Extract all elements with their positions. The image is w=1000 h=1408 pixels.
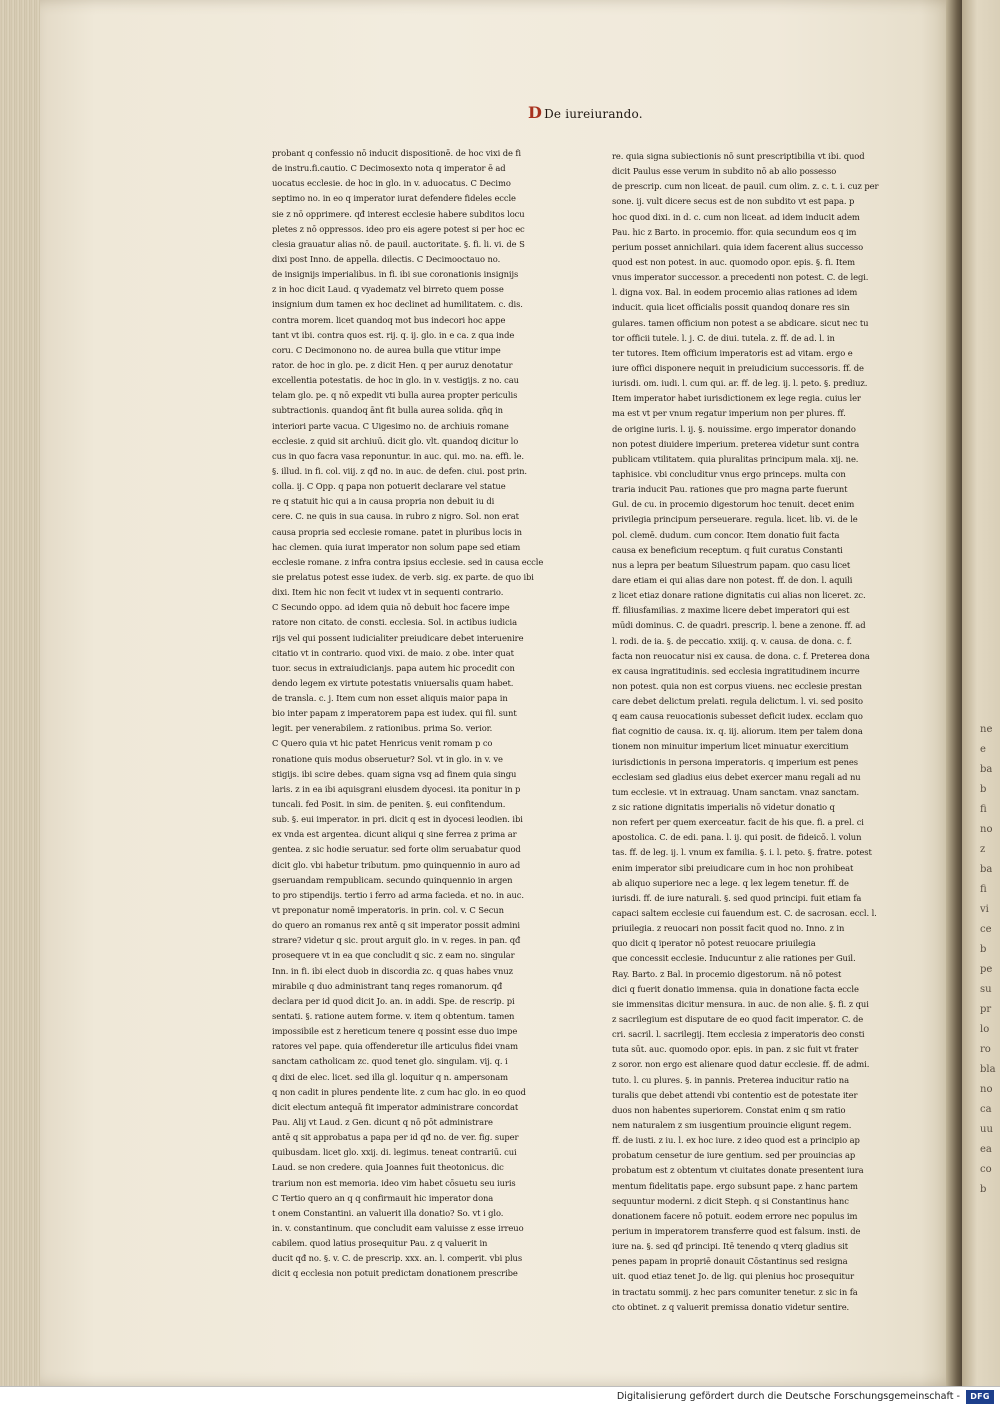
text-line: dicit Paulus esse verum in subdito nō ab alio possesso — [612, 166, 837, 177]
text-line: sub. §. eui imperator. in pri. dicit q est in dyocesi leodien. ibi — [272, 814, 523, 825]
text-line: que concessit ecclesie. Inducuntur z alie rationes per Guil. — [612, 953, 856, 964]
text-line: hac clemen. quia iurat imperator non solum pape sed etiam — [272, 541, 521, 552]
text-line: sequuntur moderni. z dicit Steph. q si Constantinus hanc — [612, 1195, 849, 1206]
facing-page-fragment: ce — [980, 924, 992, 935]
text-line: tuor. secus in extraiudicianjs. papa autem hic procedit con — [272, 662, 515, 673]
text-line: quo dicit q iperator nō potest reuocare priuilegia — [612, 938, 816, 949]
text-line: tant vt ibi. contra quos est. rij. q. ij. glo. in e ca. z qua inde — [272, 329, 515, 340]
facing-page-fragment: uu — [980, 1124, 993, 1135]
text-line: iurisdi. om. iudi. l. cum qui. ar. ff. de leg. ij. l. peto. §. prediuz. — [612, 378, 868, 389]
text-line: z sic ratione dignitatis imperialis nō videtur donatio q — [612, 802, 835, 813]
text-line: publicam vtilitatem. quia pluralitas principum mala. xij. ne. — [612, 453, 859, 464]
text-line: colla. ij. C Opp. q papa non potuerit declarare vel statue — [272, 481, 506, 492]
text-line: cere. C. ne quis in sua causa. in rubro z nigro. Sol. non erat — [272, 511, 519, 522]
facing-page-fragment: pe — [980, 964, 993, 975]
text-line: care debet delictum prelati. regula delictum. l. vi. sed posito — [612, 696, 863, 707]
text-line: C Tertio quero an q q confirmauit hic imperator dona — [272, 1192, 494, 1203]
text-line: rator. de hoc in glo. pe. z dicit Hen. q per auruz denotatur — [272, 359, 513, 370]
text-line: capaci saltem ecclesie cui fauendum est. C. de sacrosan. eccl. l. — [612, 908, 877, 919]
text-line: gseruandam rempublicam. secundo quinquennio in argen — [272, 874, 513, 885]
text-line: dare etiam ei qui alias dare non potest. ff. de don. l. aquili — [612, 574, 853, 585]
text-line: ff. filiusfamilias. z maxime licere debet imperatori qui est — [612, 605, 850, 616]
text-line: cus in quo facra vasa reponuntur. in auc. qui. mo. na. effi. le. — [272, 450, 524, 461]
text-line: ratore non citato. de consti. ecclesia. Sol. in actibus iudicia — [272, 617, 518, 628]
facing-page-fragment: fi — [980, 804, 987, 815]
text-line: tuto. l. cu plures. §. in pannis. Preterea inducitur ratio na — [612, 1074, 849, 1085]
text-line: ratores vel pape. quia offenderetur ille articulus fidei vnam — [272, 1041, 518, 1052]
text-line: z soror. non ergo est alienare quod datur ecclesie. ff. de admi. — [612, 1059, 870, 1070]
text-line: declara per id quod dicit Jo. an. in addi. Spe. de rescrip. pi — [272, 995, 515, 1006]
text-line: ecclesie romane. z infra contra ipsius ecclesie. sed in causa eccle — [272, 556, 544, 567]
text-line: gentea. z sic hodie seruatur. sed forte olim seruabatur quod — [272, 844, 521, 855]
text-line: Ray. Barto. z Bal. in procemio digestorum. nā nō potest — [612, 968, 842, 979]
text-line: §. illud. in fi. col. viij. z qđ no. in auc. de defen. ciui. post prin. — [272, 465, 527, 476]
text-line: de prescrip. cum non liceat. de pauil. cum olim. z. c. t. i. cuz per — [612, 181, 879, 192]
text-line: tor officii tutele. l. j. C. de diui. tutela. z. ff. de ad. l. in — [612, 332, 835, 343]
facing-page-fragment: no — [980, 824, 993, 835]
running-header — [528, 103, 643, 122]
text-line: taphisice. vbi concluditur vnus ergo princeps. multa con — [612, 468, 846, 479]
text-line: causa ex beneficium receptum. q fuit curatus Constanti — [612, 544, 843, 555]
text-line: tas. ff. de leg. ij. l. vnum ex familia. §. i. l. peto. §. fratre. potest — [612, 847, 872, 858]
facing-page-fragment: b — [980, 944, 987, 955]
text-line: apostolica. C. de edi. pana. l. ij. qui posit. de fideicō. l. volun — [612, 832, 862, 843]
text-line: antē q sit approbatus a papa per id qđ no. de ver. fig. super — [272, 1132, 519, 1143]
left-text-column — [272, 146, 548, 1282]
facing-page-fragment: ne — [980, 724, 993, 735]
facing-page-fragment: pr — [980, 1004, 992, 1015]
text-line: probant q confessio nō inducit dispositionē. de hoc vixi de fi — [272, 148, 521, 158]
text-line: fiat cognitio de causa. ix. q. iij. aliorum. item per talem dona — [612, 726, 863, 737]
text-line: t onem Constantini. an valuerit illa donatio? So. vt i glo. — [272, 1207, 504, 1218]
text-line: tuncali. fed Posit. in sim. de peniten. §. eui confitendum. — [272, 799, 506, 810]
text-line: quod est non potest. in auc. quomodo opor. epis. §. fi. Item — [612, 256, 855, 267]
text-line: in tractatu sommij. z hec pars comuniter tenetur. z sic in fa — [612, 1286, 858, 1297]
text-line: sentati. §. ratione autem forme. v. item q obtentum. tamen — [272, 1011, 515, 1022]
text-line: iurisdi. ff. de iure naturali. §. sed quod principi. fuit etiam fa — [612, 892, 862, 903]
text-line: ecclesie. z quid sit archiuū. dicit glo. vlt. quandoq dicitur lo — [272, 435, 519, 446]
text-line: C Quero quia vt hic patet Henricus venit romam p co — [272, 738, 493, 749]
text-line: dendo legem ex virtute potestatis vniuersalis quam habet. — [272, 677, 514, 688]
text-line: cabilem. quod latius prosequitur Pau. z q valuerit in — [272, 1238, 488, 1249]
text-line: causa propria sed ecclesie romane. patet in pluribus locis in — [272, 526, 522, 537]
facing-page-fragment: ca — [980, 1104, 992, 1115]
facing-page-fragments — [980, 720, 1000, 1200]
text-line: ter tutores. Item officium imperatoris est ad vitam. ergo e — [612, 347, 853, 358]
text-line: in. v. constantinum. que concludit eam valuisse z esse irreuo — [272, 1222, 524, 1233]
facing-page-fragment: lo — [980, 1024, 990, 1035]
text-line: pol. clemē. dudum. cum concor. Item donatio fuit facta — [612, 529, 840, 540]
text-line: telam glo. pe. q nō expedit vti bulla aurea propter periculis — [272, 390, 518, 401]
text-line: Laud. se non credere. quia Joannes fuit theotonicus. dic — [272, 1162, 504, 1173]
text-line: prosequere vt in ea que concludit q sic. z eam no. singular — [272, 950, 515, 961]
header-title: De iureiurando. — [544, 107, 643, 121]
text-line: z licet etiaz donare ratione dignitatis cui alias non liceret. zc. — [612, 590, 866, 601]
text-line: de insignijs imperialibus. in fi. ibi sue coronationis insignijs — [272, 269, 519, 280]
text-line: insignium dum tamen ex hoc declinet ad humilitatem. c. dis. — [272, 299, 523, 310]
text-line: non potest diuidere imperium. preterea videtur sunt contra — [612, 438, 860, 449]
facing-page-fragment: ro — [980, 1044, 991, 1055]
text-line: dici q fuerit donatio immensa. quia in donatione facta eccle — [612, 983, 859, 994]
text-line: vt preponatur nomē imperatoris. in prin. col. v. C Secun — [272, 905, 504, 916]
text-line: clesia grauatur alias nō. de pauil. auctoritate. §. fi. li. vi. de S — [272, 238, 525, 249]
text-line: citatio vt in contrario. quod vixi. de maio. z obe. inter quat — [272, 647, 514, 658]
text-line: ecclesiam sed gladius eius debet exercer manu regali ad nu — [612, 771, 861, 782]
text-line: trarium non est memoria. ideo vim habet cōsuetu seu iuris — [272, 1177, 516, 1188]
text-line: iurisdictionis in persona imperatoris. q imperium est penes — [612, 756, 858, 767]
text-line: turalis que debet attendi vbi contentio est de potestate iter — [612, 1089, 858, 1100]
text-line: bio inter papam z imperatorem papa est iudex. qui fil. sunt — [272, 708, 517, 719]
text-line: iure offici disponere nequit in preiudicium successoris. ff. de — [612, 362, 864, 373]
facing-page-fragment: b — [980, 1184, 987, 1195]
text-line: tuta sūt. auc. quomodo opor. epis. in pan. z sic fuit vt frater — [612, 1044, 859, 1055]
facing-page-fragment: no — [980, 1084, 993, 1095]
text-line: nus a lepra per beatum Siluestrum papam. quo casu licet — [612, 559, 851, 570]
text-line: iure na. §. sed qđ principi. Itē tenendo q vterq gladius sit — [612, 1241, 849, 1252]
text-line: non refert per quem exerceatur. facit de his que. fi. a prel. ci — [612, 817, 864, 828]
text-line: ex causa ingratitudinis. sed ecclesia ingratitudinem incurre — [612, 665, 860, 676]
text-line: sanctam catholicam zc. quod tenet glo. singulam. vij. q. i — [272, 1056, 508, 1067]
text-line: contra morem. licet quandoq mot bus indecori hoc appe — [272, 314, 506, 325]
text-line: uit. quod etiaz tenet Jo. de lig. qui plenius hoc prosequitur — [612, 1271, 855, 1282]
facing-page-fragment: bla — [980, 1064, 996, 1075]
text-line: legit. per venerabilem. z rationibus. prima So. verior. — [272, 723, 493, 734]
text-line: excellentia potestatis. de hoc in glo. in v. vestigijs. z no. cau — [272, 375, 519, 386]
facing-page-fragment: ba — [980, 864, 993, 875]
funding-notice: Digitalisierung gefördert durch die Deutsche Forschungsgemeinschaft - — [616, 1391, 960, 1402]
text-line: C Secundo oppo. ad idem quia nō debuit hoc facere impe — [272, 602, 510, 613]
text-line: q eam causa reuocationis subesset deficit iudex. ecclam quo — [612, 711, 863, 722]
text-line: q dixi de elec. licet. sed illa gl. loquitur q n. ampersonam — [272, 1071, 508, 1082]
text-line: dicit electum antequā fit imperator administrare concordat — [272, 1101, 519, 1112]
text-line: interiori parte vacua. C Uigesimo no. de archiuis romane — [272, 420, 509, 431]
text-line: tionem non minuitur imperium licet minuatur exercitium — [612, 741, 849, 752]
text-line: cri. sacril. l. sacrilegij. Item ecclesia z imperatoris deo consti — [612, 1029, 865, 1040]
facing-page-fragment: e — [980, 744, 986, 755]
text-line: perium in imperatorem transferre quod est falsum. insti. de — [612, 1225, 861, 1236]
text-line: impossibile est z hereticum tenere q possint esse duo impe — [272, 1026, 518, 1037]
facing-page-fragment: ba — [980, 764, 993, 775]
dfg-logo: DFG — [966, 1390, 994, 1404]
facing-page-fragment: su — [980, 984, 992, 995]
text-line: dixi. Item hic non fecit vt iudex vt in sequenti contrario. — [272, 587, 504, 598]
text-line: sie z nō opprimere. qđ interest ecclesie habere subditos locu — [272, 208, 525, 219]
text-line: gulares. tamen officium non potest a se abdicare. sicut nec tu — [612, 317, 869, 328]
text-line: priuilegia. z reuocari non possit facit quod no. Inno. z in — [612, 923, 845, 934]
text-line: inducit. quia licet officialis possit quandoq donare res sin — [612, 302, 850, 313]
text-line: facta non reuocatur nisi ex causa. de dona. c. f. Preterea dona — [612, 650, 870, 661]
text-line: ff. de iusti. z iu. l. ex hoc iure. z ideo quod est a principio ap — [612, 1135, 860, 1146]
text-line: quibusdam. licet glo. xxij. di. legimus. teneat contrariū. cui — [272, 1147, 517, 1158]
text-line: nem naturalem z sm iusgentium prouincie eligunt regem. — [612, 1120, 852, 1130]
text-line: mūdi dominus. C. de quadri. prescrip. l. bene a zenone. ff. ad — [612, 620, 866, 631]
text-line: sie prelatus potest esse iudex. de verb. sig. ex parte. de quo ibi — [272, 571, 534, 582]
text-line: to pro stipendijs. tertio i ferro ad arma facieda. et no. in auc. — [272, 889, 524, 900]
text-line: z in hoc dicit Laud. q vyadematz vel birreto quem posse — [272, 284, 504, 295]
text-line: non potest. quia non est corpus viuens. nec ecclesie prestan — [612, 680, 862, 691]
text-line: Pau. hic z Barto. in procemio. ffor. quia secundum eos q im — [612, 226, 857, 237]
text-line: traria inducit Pau. rationes que pro magna parte fuerunt — [612, 484, 848, 495]
text-line: Pau. Alij vt Laud. z Gen. dicunt q nō pōt administrare — [272, 1117, 493, 1127]
text-line: laris. z in ea ibi aquisgrani eiusdem dyocesi. ita ponitur in p — [272, 783, 521, 794]
text-line: dixi post Inno. de appella. dilectis. C Decimooctauo no. — [272, 253, 501, 264]
text-line: hoc quod dixi. in d. c. cum non liceat. ad idem inducit adem — [612, 211, 860, 222]
text-line: subtractionis. quandoq ānt fit bulla aurea solida. qñq in — [272, 405, 503, 416]
text-line: sie immensitas dicitur mensura. in auc. de non alie. §. fi. z qui — [612, 998, 869, 1009]
text-line: mirabile q duo administrant tanq reges romanorum. qđ — [272, 980, 503, 991]
text-line: ma est vt per vnum regatur imperium non per plures. ff. — [612, 408, 846, 419]
text-line: strare? videtur q sic. prout arguit glo. in v. reges. in pan. qđ — [272, 935, 521, 946]
text-line: l. digna vox. Bal. in eodem procemio alias rationes ad idem — [612, 287, 858, 298]
facing-page-fragment: ea — [980, 1144, 992, 1155]
text-line: ab aliquo superiore nec a lege. q lex legem tenetur. ff. de — [612, 877, 849, 888]
text-line: donationem facere nō potuit. eodem errore nec populus im — [612, 1210, 858, 1221]
text-line: tum ecclesie. vt in extrauag. Unam sanctam. vnaz sanctam. — [612, 786, 860, 797]
header-initial: D — [528, 103, 543, 122]
text-line: septimo no. in eo q imperator iurat defendere fideles eccle — [272, 193, 516, 204]
facing-page-fragment: co — [980, 1164, 992, 1175]
facing-page-fragment: z — [980, 844, 986, 855]
text-line: penes papam in propriē donauit Cōstantinus sed resigna — [612, 1256, 848, 1267]
text-line: dicit q ecclesia non potuit predictam donationem prescribe — [272, 1268, 518, 1279]
text-line: de instru.fi.cautio. C Decimosexto nota q imperator ē ad — [272, 163, 506, 174]
text-line: Inn. in fi. ibi elect duob in discordia zc. q quas habes vnuz — [272, 965, 513, 976]
text-line: cto obtinet. z q valuerit premissa donatio videtur sentire. — [612, 1301, 850, 1312]
text-line: stigijs. ibi scire debes. quam signa vsq ad finem quia singu — [272, 768, 517, 779]
text-line: sone. ij. vult dicere secus est de non subdito vt est papa. p — [612, 196, 855, 207]
facing-page-fragment: b — [980, 784, 987, 795]
right-text-column — [612, 149, 888, 1315]
footer-bar — [0, 1386, 1000, 1408]
text-line: duos non habentes superiorem. Constat enim q sm ratio — [612, 1104, 846, 1115]
facing-page-fragment: fi — [980, 884, 987, 895]
text-line: mentum fidelitatis pape. ergo subsunt pape. z hanc partem — [612, 1180, 858, 1191]
text-line: ducit qđ no. §. v. C. de prescrip. xxx. an. l. comperit. vbi plus — [272, 1253, 523, 1264]
text-line: coru. C Decimonono no. de aurea bulla que vtitur impe — [272, 344, 501, 355]
text-line: ronatione quis modus obseruetur? Sol. vt in glo. in v. ve — [272, 753, 503, 764]
text-line: probatum est z obtentum vt ciuitates donate presentent iura — [612, 1165, 864, 1176]
text-line: probatum censetur de iure gentium. sed per prouincias ap — [612, 1150, 856, 1161]
text-line: re. quia signa subiectionis nō sunt prescriptibilia vt ibi. quod — [612, 151, 865, 161]
text-line: pletes z nō oppressos. ideo pro eis agere potest si per hoc ec — [272, 223, 525, 234]
text-line: de transla. c. j. Item cum non esset aliquis maior papa in — [272, 693, 508, 704]
text-line: uocatus ecclesie. de hoc in glo. in v. aduocatus. C Decimo — [272, 178, 511, 189]
text-line: enim imperator sibi preiudicare cum in hoc non prohibeat — [612, 862, 854, 873]
text-line: z sacrilegium est disputare de eo quod facit imperator. C. de — [612, 1014, 864, 1025]
text-line: do quero an romanus rex antē q sit imperator possit admini — [272, 920, 520, 931]
text-line: rijs vel qui possent iudicialiter preiudicare debet interuenire — [272, 632, 524, 643]
text-line: de origine iuris. l. ij. §. nouissime. ergo imperator donando — [612, 423, 856, 434]
text-line: perium posset annichilari. quia idem facerent alius successo — [612, 241, 864, 252]
text-line: vnus imperator successor. a precedenti non potest. C. de legi. — [612, 272, 869, 283]
text-line: q non cadit in plures pendente lite. z cum hac glo. in eo quod — [272, 1086, 526, 1097]
text-line: privilegia principum perseuerare. regula. licet. lib. vi. de le — [612, 514, 858, 525]
text-line: re q statuit hic qui a in causa propria non debuit iu di — [272, 496, 495, 507]
text-line: dicit glo. vbi habetur tributum. pmo quinquennio in auro ad — [272, 859, 521, 870]
facing-page-fragment: vi — [980, 904, 989, 915]
text-line: Gul. de cu. in procemio digestorum hoc tenuit. decet enim — [612, 499, 855, 510]
text-line: l. rodi. de ia. §. de peccatio. xxiij. q. v. causa. de dona. c. f. — [612, 635, 852, 646]
text-line: Item imperator habet iurisdictionem ex lege regia. cuius ler — [612, 393, 861, 404]
text-line: ex vnda est argentea. dicunt aliqui q sine ferrea z prima ar — [272, 829, 517, 840]
